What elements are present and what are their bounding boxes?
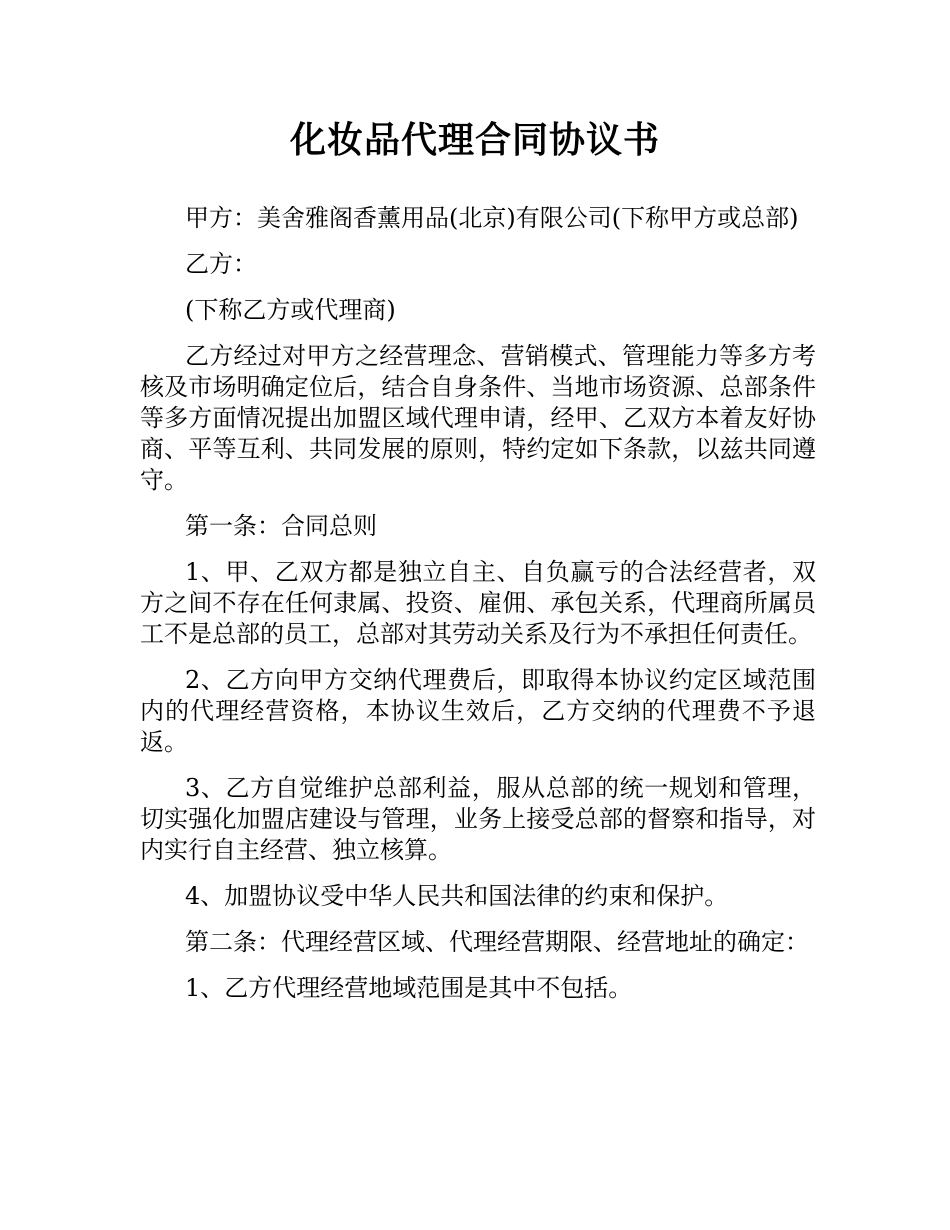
article-2-clause-1: 1、乙方代理经营地域范围是其中不包括。 bbox=[185, 974, 633, 1002]
party-b-note: (下称乙方或代理商) bbox=[185, 296, 396, 324]
document-title: 化妆品代理合同协议书 bbox=[289, 120, 660, 161]
article-2-heading: 第二条：代理经营区域、代理经营期限、经营地址的确定： bbox=[185, 928, 809, 956]
article-1-heading: 第一条：合同总则 bbox=[185, 512, 377, 540]
article-1-clause-3: 3、乙方自觉维护总部利益，服从总部的统一规划和管理，切实强化加盟店建设与管理，业务上接受总部的督察和指导，对内实行自主经营、独立核算。 bbox=[140, 774, 816, 864]
article-1-clause-1: 1、甲、乙双方都是独立自主、自负赢亏的合法经营者，双方之间不存在任何隶属、投资、雇佣、承包关系，代理商所属员工不是总部的员工，总部对其劳动关系及行为不承担任何责任。 bbox=[140, 558, 816, 648]
document-body bbox=[140, 203, 816, 1019]
preamble-paragraph: 乙方经过对甲方之经营理念、营销模式、管理能力等多方考核及市场明确定位后，结合自身条件、当地市场资源、总部条件等多方面情况提出加盟区域代理申请，经甲、乙双方本着友好协商、平等互利、共同发展的原则，特约定如下条款，以兹共同遵守。 bbox=[140, 342, 816, 494]
article-1-clause-2: 2、乙方向甲方交纳代理费后，即取得本协议约定区域范围内的代理经营资格，本协议生效后，乙方交纳的代理费不予退返。 bbox=[140, 666, 816, 756]
party-b-label: 乙方： bbox=[185, 250, 257, 278]
party-a-paragraph: 甲方：美舍雅阁香薰用品(北京)有限公司(下称甲方或总部) bbox=[185, 204, 799, 232]
article-1-clause-4: 4、加盟协议受中华人民共和国法律的约束和保护。 bbox=[185, 882, 729, 910]
